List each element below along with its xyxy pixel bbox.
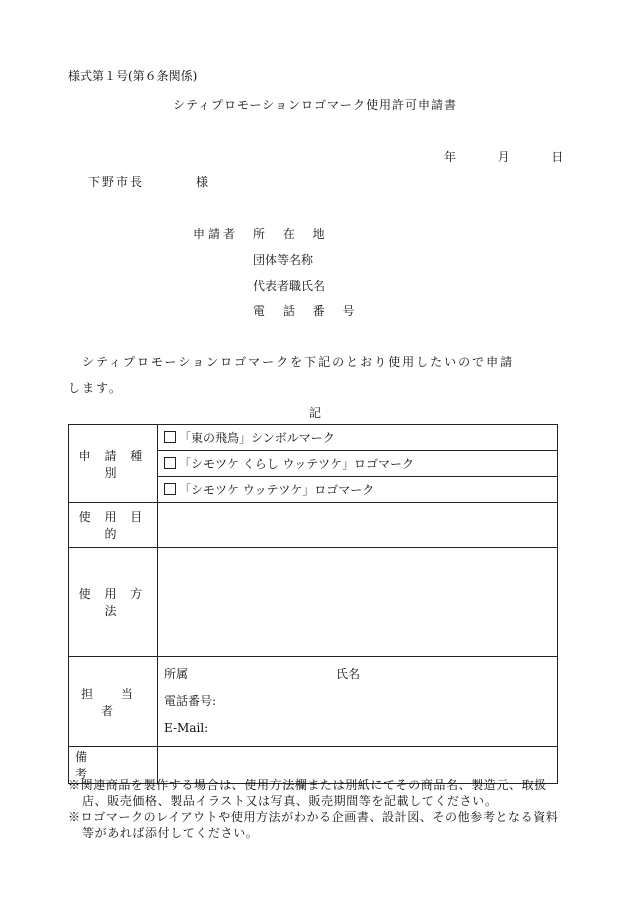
note-item: ※ロゴマークのレイアウトや使用方法がわかる企画書、設計図、その他参考となる資料等があれば添付してください。 (68, 810, 559, 840)
checkbox-icon[interactable] (164, 431, 176, 443)
addressee-honorific: 様 (196, 175, 209, 189)
checkbox-icon[interactable] (164, 457, 176, 469)
ki-heading: 記 (308, 406, 321, 420)
note-item: ※関連商品を製作する場合は、使用方法欄または別紙にてその商品名、製造元、取扱店、販売価格、製品イラスト又は写真、販売期間等を記載してください。 (68, 778, 547, 808)
form-number: 様式第１号(第６条関係) (68, 69, 198, 83)
contact-name-label: 氏名 (336, 667, 361, 681)
method-label: 使 用 方 法 (69, 548, 158, 657)
date-day: 日 (551, 150, 564, 164)
application-table (68, 424, 558, 784)
request-line-2: します。 (68, 381, 124, 395)
applicant-organization-label: 団体等名称 (253, 253, 314, 267)
checkbox-icon[interactable] (164, 483, 176, 495)
option-symbol-mark[interactable]: 「東の飛鳥」シンボルマーク (158, 425, 558, 451)
applicant-address-label: 所 在 地 (253, 227, 332, 241)
contact-email-label: E-Mail: (164, 721, 209, 735)
applicant-phone-label: 電 話 番 号 (253, 304, 362, 318)
purpose-label: 使 用 目 的 (69, 503, 158, 548)
contact-affiliation-label: 所属 (164, 667, 189, 681)
notes (68, 777, 568, 841)
contact-phone-label: 電話番号: (164, 694, 217, 708)
request-line-1: シティプロモーションロゴマークを下記のとおり使用したいので申請 (82, 355, 515, 369)
application-type-label: 申 請 種 別 (69, 425, 158, 503)
purpose-field[interactable] (158, 503, 558, 548)
addressee (88, 173, 208, 190)
contact-field[interactable] (158, 657, 558, 747)
date-line (444, 148, 563, 165)
request-statement (68, 349, 568, 401)
page-title: シティプロモーションロゴマーク使用許可申請書 (172, 98, 458, 112)
date-month: 月 (497, 150, 510, 164)
addressee-name: 下野市長 (88, 175, 145, 189)
option-uttetsuke-logo[interactable]: 「シモツケ ウッテツケ」ロゴマーク (158, 477, 558, 503)
applicant-representative-label: 代表者職氏名 (253, 279, 326, 293)
remarks-label: 備 考 (69, 747, 158, 784)
date-year: 年 (444, 150, 457, 164)
option-kurashi-logo[interactable]: 「シモツケ くらし ウッテツケ」ロゴマーク (158, 451, 558, 477)
contact-label: 担 当 者 (69, 657, 158, 747)
applicant-label: 申請者 (193, 227, 239, 241)
method-field[interactable] (158, 548, 558, 657)
